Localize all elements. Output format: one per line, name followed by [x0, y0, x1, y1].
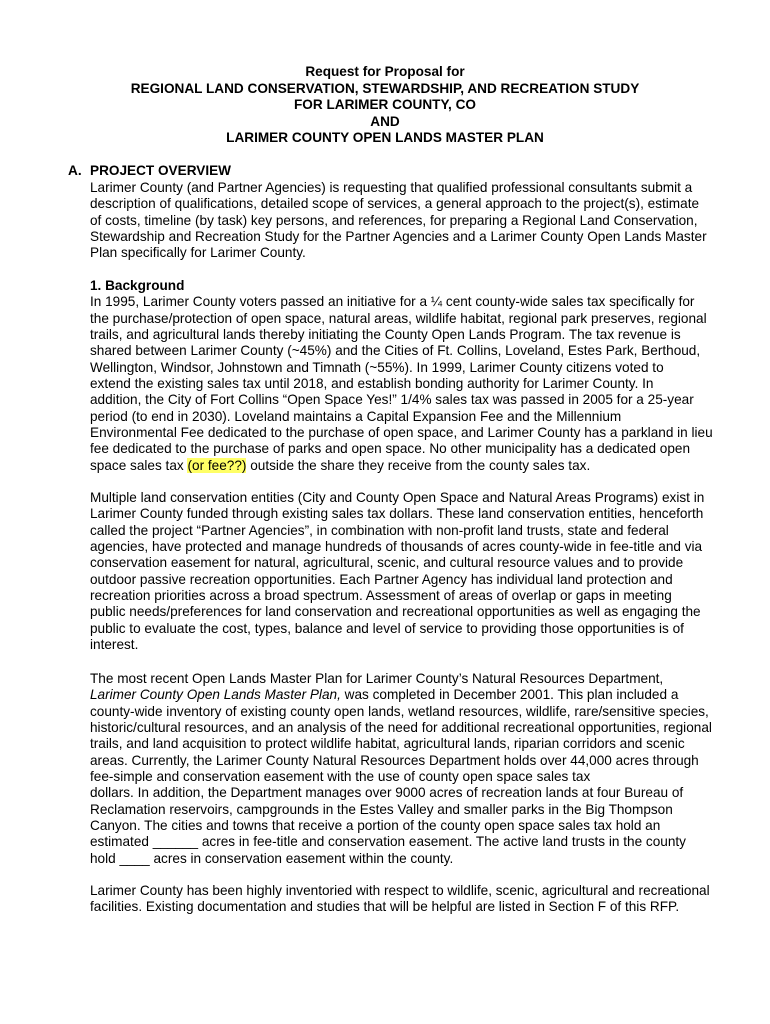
- paragraph-line: facilities. Existing documentation and studies that will be helpful are listed in Section F of this RFP.: [90, 899, 680, 915]
- section-a-heading: [68, 163, 231, 179]
- text-run: space sales tax: [90, 457, 188, 473]
- paragraph-line: fee-simple and conservation easement with the use of county open space sales tax: [90, 769, 591, 785]
- text-run: outside the share they receive from the county sales tax.: [246, 457, 591, 473]
- paragraph-line: [90, 687, 750, 703]
- project-overview-paragraph: [90, 180, 750, 262]
- title-line-3: FOR LARIMER COUNTY, CO: [293, 97, 476, 112]
- paragraph-line: Larimer County has been highly inventoried with respect to wildlife, scenic, agricultural and recreational: [90, 883, 710, 898]
- paragraph-line: Wellington, Windsor, Johnstown and Timnath (~55%). In 1999, Larimer County citizens voted to: [90, 359, 664, 375]
- paragraph-line: called the project “Partner Agencies”, in combination with non-profit land trusts, state and federal: [90, 522, 669, 538]
- paragraph-line: of costs, timeline (by task) key persons, and references, for preparing a Regional Land Conservation,: [90, 212, 698, 228]
- title-line-4: AND: [370, 113, 400, 129]
- document-title: [0, 64, 770, 147]
- paragraph-line: Stewardship and Recreation Study for the Partner Agencies and a Larimer County Open Lands Master: [90, 229, 707, 245]
- paragraph-line: [90, 458, 750, 474]
- inventory-paragraph: [90, 883, 750, 916]
- paragraph-line: Larimer County funded through existing sales tax dollars. These land conservation entities, henceforth: [90, 506, 704, 522]
- partner-agencies-paragraph: [90, 490, 750, 653]
- paragraph-line: the purchase/protection of open space, natural areas, wildlife habitat, regional park preserves, regional: [90, 310, 707, 326]
- paragraph-line: dollars. In addition, the Department manages over 9000 acres of recreation lands at four Bureau of: [90, 785, 684, 801]
- paragraph-line: Larimer County (and Partner Agencies) is requesting that qualified professional consultants submit a: [90, 180, 693, 195]
- paragraph-line: conservation easement for natural, agricultural, scenic, and cultural resource values and to provide: [90, 555, 684, 571]
- master-plan-paragraph: [90, 671, 750, 867]
- title-line-5: LARIMER COUNTY OPEN LANDS MASTER PLAN: [226, 130, 544, 145]
- paragraph-line: description of qualifications, detailed scope of services, a general approach to the project(s), estimate: [90, 196, 700, 212]
- paragraph-line: Plan specifically for Larimer County.: [90, 245, 306, 261]
- paragraph-line: period (to end in 2030). Loveland maintains a Capital Expansion Fee and the Millennium: [90, 408, 622, 424]
- paragraph-line: public needs/preferences for land conservation and recreational opportunities as well as engaging the: [90, 604, 701, 620]
- section-a-title: PROJECT OVERVIEW: [90, 163, 232, 178]
- paragraph-line: county-wide inventory of existing county open lands, wetland resources, wildlife, rare/sensitive species,: [90, 703, 709, 719]
- paragraph-line: The most recent Open Lands Master Plan for Larimer County’s Natural Resources Department,: [90, 671, 664, 686]
- paragraph-line: Reclamation reservoirs, campgrounds in the Estes Valley and smaller parks in the Big Thompson: [90, 801, 673, 817]
- paragraph-line: public to evaluate the cost, types, balance and level of service to providing those opportunities is of: [90, 620, 684, 636]
- highlighted-comment: (or fee??): [187, 457, 247, 473]
- paragraph-line: extend the existing sales tax until 2018, and establish bonding authority for Larimer County. In: [90, 376, 654, 392]
- title-line-2: REGIONAL LAND CONSERVATION, STEWARDSHIP, AND RECREATION STUDY: [130, 80, 640, 96]
- paragraph-line: addition, the City of Fort Collins “Open Space Yes!” 1/4% sales tax was passed in 2005 for a 25-year: [90, 392, 694, 408]
- title-line-1: Request for Proposal for: [305, 64, 465, 79]
- paragraph-line: agencies, have protected and manage hundreds of thousands of acres county-wide in fee-title and via: [90, 539, 703, 555]
- section-a-letter: A.: [68, 163, 82, 178]
- background-section: [90, 278, 750, 474]
- paragraph-line: estimated ______ acres in fee-title and conservation easement. The active land trusts in the county: [90, 834, 686, 850]
- text-run: was completed in December 2001. This plan included a: [340, 687, 679, 703]
- paragraph-line: historic/cultural resources, and an analysis of the need for additional recreational opportunities, regional: [90, 720, 712, 736]
- plan-title-italic: Larimer County Open Lands Master Plan,: [90, 687, 341, 703]
- paragraph-line: fee dedicated to the purchase of parks and open space. No other municipality has a dedicated open: [90, 441, 691, 457]
- paragraph-line: Environmental Fee dedicated to the purchase of open space, and Larimer County has a parkland in lieu: [90, 425, 713, 441]
- paragraph-line: hold ____ acres in conservation easement within the county.: [90, 850, 454, 866]
- paragraph-line: In 1995, Larimer County voters passed an initiative for a ¼ cent county-wide sales tax specifically for: [90, 294, 695, 310]
- paragraph-line: trails, and agricultural lands thereby initiating the County Open Lands Program. The tax revenue is: [90, 327, 681, 343]
- paragraph-line: trails, and land acquisition to protect wildlife habitat, agricultural lands, riparian corridors and scenic: [90, 736, 685, 752]
- paragraph-line: interest.: [90, 637, 139, 653]
- paragraph-line: shared between Larimer County (~45%) and the Cities of Ft. Collins, Loveland, Estes Park, Berthoud,: [90, 343, 701, 359]
- paragraph-line: Multiple land conservation entities (City and County Open Space and Natural Areas Programs) exist in: [90, 490, 705, 505]
- paragraph-line: outdoor passive recreation opportunities. Each Partner Agency has individual land protection and: [90, 571, 673, 587]
- paragraph-line: Canyon. The cities and towns that receive a portion of the county open space sales tax hold an: [90, 818, 661, 834]
- paragraph-line: recreation priorities across a broad spectrum. Assessment of areas of overlap or gaps in meeting: [90, 588, 672, 604]
- background-heading: 1. Background: [90, 278, 185, 293]
- paragraph-line: areas. Currently, the Larimer County Natural Resources Department holds over 44,000 acres through: [90, 752, 699, 768]
